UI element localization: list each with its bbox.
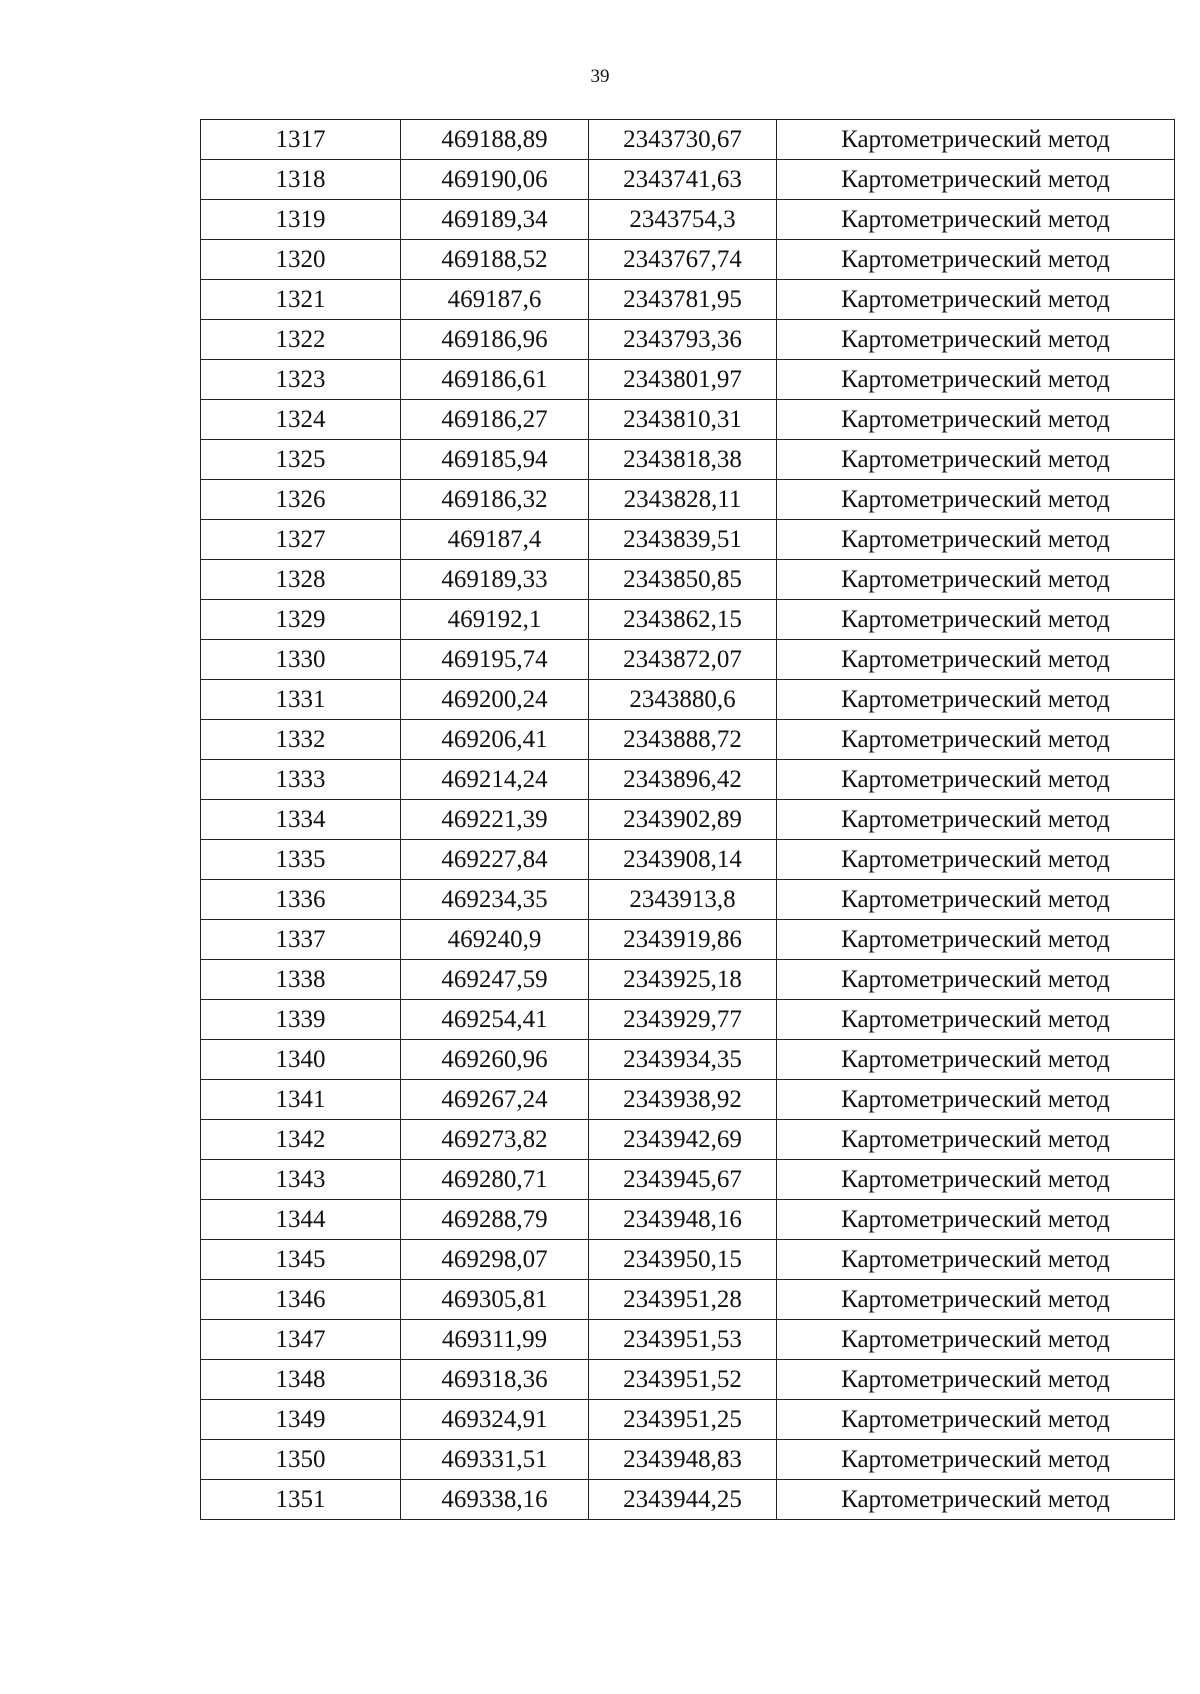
table-row (201, 1440, 1175, 1480)
x-coordinate-cell: 469214,24 (401, 760, 589, 800)
x-coordinate-cell: 469331,51 (401, 1440, 589, 1480)
x-coordinate-cell: 469311,99 (401, 1320, 589, 1360)
x-coordinate-cell: 469267,24 (401, 1080, 589, 1120)
page-number: 39 (590, 66, 610, 87)
x-coordinate-cell: 469190,06 (401, 160, 589, 200)
point-number-cell: 1331 (201, 680, 401, 720)
point-number-cell: 1333 (201, 760, 401, 800)
y-coordinate-cell: 2343754,3 (589, 200, 777, 240)
method-cell: Картометрический метод (777, 280, 1175, 320)
point-number-cell: 1340 (201, 1040, 401, 1080)
y-coordinate-cell: 2343945,67 (589, 1160, 777, 1200)
table-row (201, 1080, 1175, 1120)
table-row (201, 240, 1175, 280)
y-coordinate-cell: 2343741,63 (589, 160, 777, 200)
method-cell: Картометрический метод (777, 1120, 1175, 1160)
x-coordinate-cell: 469189,33 (401, 560, 589, 600)
point-number-cell: 1337 (201, 920, 401, 960)
method-cell: Картометрический метод (777, 160, 1175, 200)
y-coordinate-cell: 2343942,69 (589, 1120, 777, 1160)
y-coordinate-cell: 2343951,52 (589, 1360, 777, 1400)
method-cell: Картометрический метод (777, 560, 1175, 600)
method-cell: Картометрический метод (777, 760, 1175, 800)
point-number-cell: 1347 (201, 1320, 401, 1360)
point-number-cell: 1345 (201, 1240, 401, 1280)
point-number-cell: 1343 (201, 1160, 401, 1200)
y-coordinate-cell: 2343944,25 (589, 1480, 777, 1520)
method-cell: Картометрический метод (777, 960, 1175, 1000)
y-coordinate-cell: 2343913,8 (589, 880, 777, 920)
y-coordinate-cell: 2343908,14 (589, 840, 777, 880)
y-coordinate-cell: 2343850,85 (589, 560, 777, 600)
table-row (201, 880, 1175, 920)
method-cell: Картометрический метод (777, 1040, 1175, 1080)
point-number-cell: 1335 (201, 840, 401, 880)
point-number-cell: 1325 (201, 440, 401, 480)
y-coordinate-cell: 2343951,28 (589, 1280, 777, 1320)
method-cell: Картометрический метод (777, 800, 1175, 840)
method-cell: Картометрический метод (777, 320, 1175, 360)
point-number-cell: 1321 (201, 280, 401, 320)
x-coordinate-cell: 469206,41 (401, 720, 589, 760)
method-cell: Картометрический метод (777, 520, 1175, 560)
x-coordinate-cell: 469288,79 (401, 1200, 589, 1240)
table-row (201, 640, 1175, 680)
x-coordinate-cell: 469192,1 (401, 600, 589, 640)
table-row (201, 1160, 1175, 1200)
x-coordinate-cell: 469186,96 (401, 320, 589, 360)
x-coordinate-cell: 469324,91 (401, 1400, 589, 1440)
method-cell: Картометрический метод (777, 480, 1175, 520)
x-coordinate-cell: 469280,71 (401, 1160, 589, 1200)
table-row (201, 560, 1175, 600)
y-coordinate-cell: 2343810,31 (589, 400, 777, 440)
point-number-cell: 1327 (201, 520, 401, 560)
table-row (201, 1200, 1175, 1240)
x-coordinate-cell: 469260,96 (401, 1040, 589, 1080)
x-coordinate-cell: 469273,82 (401, 1120, 589, 1160)
method-cell: Картометрический метод (777, 1200, 1175, 1240)
table-row (201, 200, 1175, 240)
y-coordinate-cell: 2343888,72 (589, 720, 777, 760)
method-cell: Картометрический метод (777, 1480, 1175, 1520)
point-number-cell: 1329 (201, 600, 401, 640)
y-coordinate-cell: 2343801,97 (589, 360, 777, 400)
method-cell: Картометрический метод (777, 1000, 1175, 1040)
y-coordinate-cell: 2343839,51 (589, 520, 777, 560)
point-number-cell: 1332 (201, 720, 401, 760)
y-coordinate-cell: 2343934,35 (589, 1040, 777, 1080)
table-row (201, 1320, 1175, 1360)
method-cell: Картометрический метод (777, 1320, 1175, 1360)
y-coordinate-cell: 2343793,36 (589, 320, 777, 360)
y-coordinate-cell: 2343938,92 (589, 1080, 777, 1120)
point-number-cell: 1338 (201, 960, 401, 1000)
method-cell: Картометрический метод (777, 400, 1175, 440)
method-cell: Картометрический метод (777, 1440, 1175, 1480)
x-coordinate-cell: 469221,39 (401, 800, 589, 840)
x-coordinate-cell: 469186,27 (401, 400, 589, 440)
method-cell: Картометрический метод (777, 440, 1175, 480)
method-cell: Картометрический метод (777, 200, 1175, 240)
table-row (201, 840, 1175, 880)
x-coordinate-cell: 469305,81 (401, 1280, 589, 1320)
x-coordinate-cell: 469188,52 (401, 240, 589, 280)
x-coordinate-cell: 469186,61 (401, 360, 589, 400)
table-row (201, 1120, 1175, 1160)
point-number-cell: 1320 (201, 240, 401, 280)
y-coordinate-cell: 2343925,18 (589, 960, 777, 1000)
x-coordinate-cell: 469195,74 (401, 640, 589, 680)
point-number-cell: 1330 (201, 640, 401, 680)
point-number-cell: 1328 (201, 560, 401, 600)
method-cell: Картометрический метод (777, 1240, 1175, 1280)
method-cell: Картометрический метод (777, 1080, 1175, 1120)
y-coordinate-cell: 2343880,6 (589, 680, 777, 720)
y-coordinate-cell: 2343781,95 (589, 280, 777, 320)
point-number-cell: 1322 (201, 320, 401, 360)
point-number-cell: 1339 (201, 1000, 401, 1040)
point-number-cell: 1334 (201, 800, 401, 840)
y-coordinate-cell: 2343919,86 (589, 920, 777, 960)
method-cell: Картометрический метод (777, 360, 1175, 400)
table-row (201, 680, 1175, 720)
y-coordinate-cell: 2343951,25 (589, 1400, 777, 1440)
x-coordinate-cell: 469240,9 (401, 920, 589, 960)
coordinates-table (200, 119, 1175, 1520)
table-row (201, 960, 1175, 1000)
y-coordinate-cell: 2343951,53 (589, 1320, 777, 1360)
point-number-cell: 1342 (201, 1120, 401, 1160)
table-row (201, 400, 1175, 440)
y-coordinate-cell: 2343896,42 (589, 760, 777, 800)
x-coordinate-cell: 469189,34 (401, 200, 589, 240)
x-coordinate-cell: 469318,36 (401, 1360, 589, 1400)
coordinates-table-body (201, 120, 1175, 1520)
table-row (201, 800, 1175, 840)
table-row (201, 1360, 1175, 1400)
point-number-cell: 1346 (201, 1280, 401, 1320)
point-number-cell: 1348 (201, 1360, 401, 1400)
point-number-cell: 1317 (201, 120, 401, 160)
table-row (201, 720, 1175, 760)
method-cell: Картометрический метод (777, 920, 1175, 960)
point-number-cell: 1344 (201, 1200, 401, 1240)
y-coordinate-cell: 2343948,83 (589, 1440, 777, 1480)
point-number-cell: 1351 (201, 1480, 401, 1520)
y-coordinate-cell: 2343929,77 (589, 1000, 777, 1040)
method-cell: Картометрический метод (777, 840, 1175, 880)
x-coordinate-cell: 469187,4 (401, 520, 589, 560)
method-cell: Картометрический метод (777, 1400, 1175, 1440)
x-coordinate-cell: 469234,35 (401, 880, 589, 920)
table-row (201, 1480, 1175, 1520)
point-number-cell: 1318 (201, 160, 401, 200)
table-row (201, 1280, 1175, 1320)
method-cell: Картометрический метод (777, 880, 1175, 920)
table-row (201, 760, 1175, 800)
y-coordinate-cell: 2343828,11 (589, 480, 777, 520)
table-row (201, 160, 1175, 200)
x-coordinate-cell: 469227,84 (401, 840, 589, 880)
point-number-cell: 1350 (201, 1440, 401, 1480)
table-row (201, 320, 1175, 360)
table-row (201, 600, 1175, 640)
table-row (201, 120, 1175, 160)
point-number-cell: 1319 (201, 200, 401, 240)
y-coordinate-cell: 2343767,74 (589, 240, 777, 280)
y-coordinate-cell: 2343730,67 (589, 120, 777, 160)
table-row (201, 920, 1175, 960)
method-cell: Картометрический метод (777, 120, 1175, 160)
table-row (201, 440, 1175, 480)
table-row (201, 360, 1175, 400)
method-cell: Картометрический метод (777, 640, 1175, 680)
method-cell: Картометрический метод (777, 1160, 1175, 1200)
table-row (201, 520, 1175, 560)
table-row (201, 480, 1175, 520)
y-coordinate-cell: 2343902,89 (589, 800, 777, 840)
method-cell: Картометрический метод (777, 600, 1175, 640)
y-coordinate-cell: 2343862,15 (589, 600, 777, 640)
point-number-cell: 1323 (201, 360, 401, 400)
table-row (201, 1400, 1175, 1440)
x-coordinate-cell: 469298,07 (401, 1240, 589, 1280)
point-number-cell: 1324 (201, 400, 401, 440)
y-coordinate-cell: 2343950,15 (589, 1240, 777, 1280)
x-coordinate-cell: 469247,59 (401, 960, 589, 1000)
table-row (201, 1040, 1175, 1080)
y-coordinate-cell: 2343818,38 (589, 440, 777, 480)
x-coordinate-cell: 469186,32 (401, 480, 589, 520)
point-number-cell: 1336 (201, 880, 401, 920)
method-cell: Картометрический метод (777, 240, 1175, 280)
x-coordinate-cell: 469188,89 (401, 120, 589, 160)
y-coordinate-cell: 2343872,07 (589, 640, 777, 680)
y-coordinate-cell: 2343948,16 (589, 1200, 777, 1240)
x-coordinate-cell: 469338,16 (401, 1480, 589, 1520)
x-coordinate-cell: 469200,24 (401, 680, 589, 720)
method-cell: Картометрический метод (777, 1360, 1175, 1400)
point-number-cell: 1349 (201, 1400, 401, 1440)
x-coordinate-cell: 469185,94 (401, 440, 589, 480)
method-cell: Картометрический метод (777, 720, 1175, 760)
table-row (201, 1000, 1175, 1040)
table-row (201, 1240, 1175, 1280)
x-coordinate-cell: 469254,41 (401, 1000, 589, 1040)
table-row (201, 280, 1175, 320)
point-number-cell: 1326 (201, 480, 401, 520)
point-number-cell: 1341 (201, 1080, 401, 1120)
method-cell: Картометрический метод (777, 680, 1175, 720)
method-cell: Картометрический метод (777, 1280, 1175, 1320)
x-coordinate-cell: 469187,6 (401, 280, 589, 320)
